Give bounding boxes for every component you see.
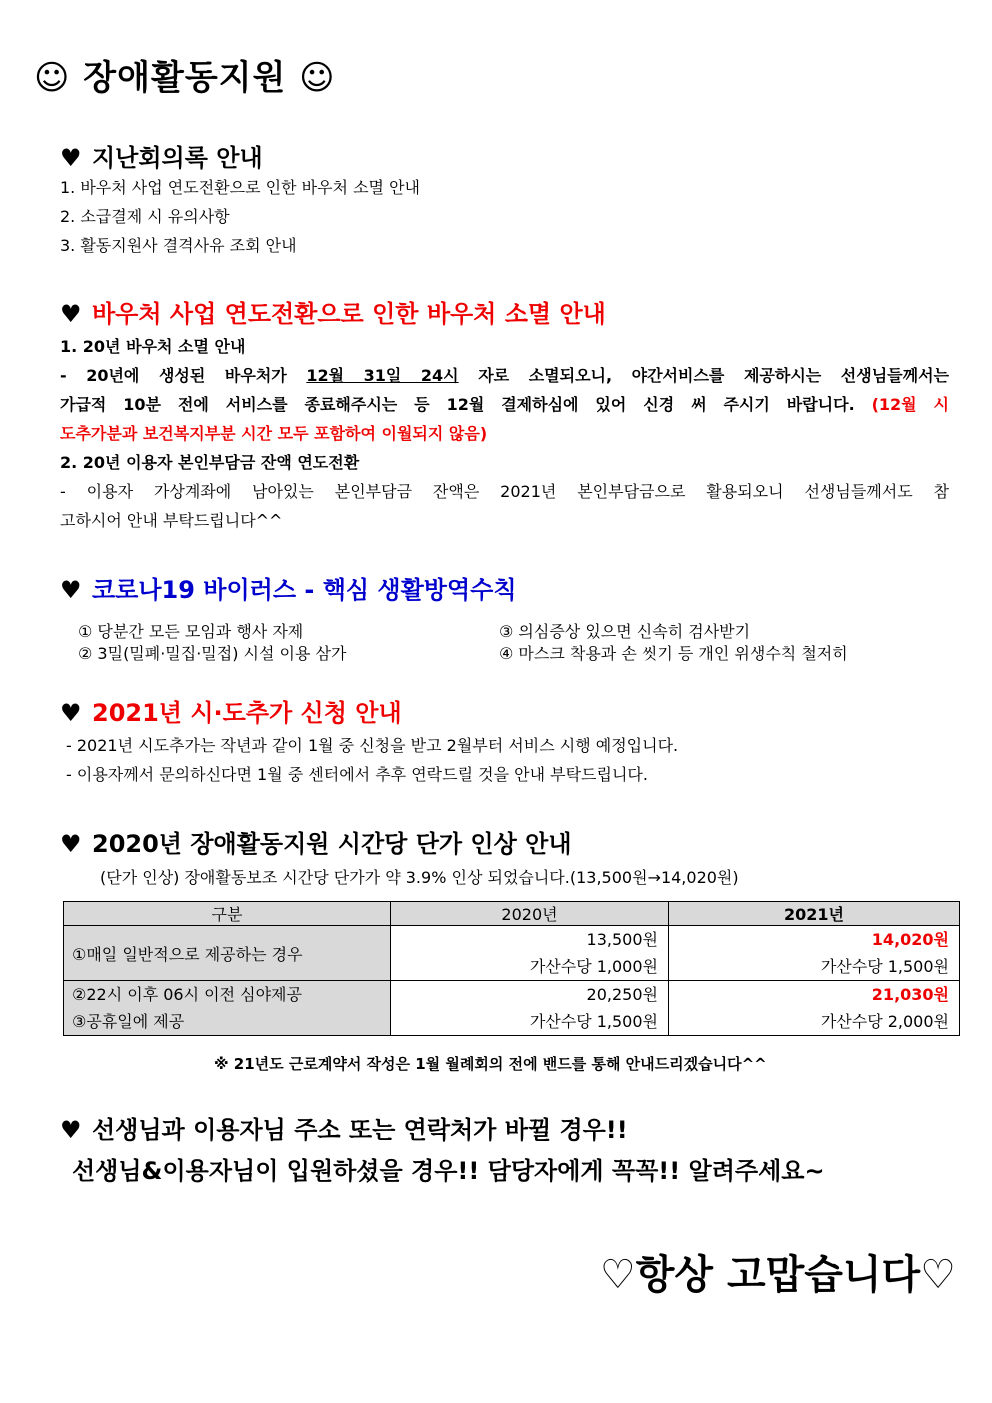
heart-icon: ♥ — [60, 300, 82, 328]
paragraph-line: 가급적 10분 전에 서비스를 종료해주시는 등 12월 결제하심에 있어 신경 써 주시기 바랍니다. (12월 시 — [60, 395, 950, 414]
paragraph-line: - 2021년 시도추가는 작년과 같이 1월 중 신청을 받고 2월부터 서비스 시행 예정입니다. — [66, 736, 679, 755]
contract-note: ※ 21년도 근로계약서 작성은 1월 월례회의 전에 밴드를 통해 안내드리겠습니다^^ — [214, 1055, 767, 1073]
section-heading-minutes — [60, 138, 263, 173]
table-cell-2021: 21,030원 가산수당 2,000원 — [669, 981, 960, 1036]
table-header-row — [64, 902, 960, 926]
closing-message: ♡항상 고맙습니다♡ — [599, 1252, 956, 1298]
table-cell-2020: 13,500원 가산수당 1,000원 — [391, 926, 669, 981]
heart-icon: ♥ — [60, 1116, 82, 1144]
subheading: 2. 20년 이용자 본인부담금 잔액 연도전환 — [60, 453, 360, 472]
heart-icon: ♥ — [60, 699, 82, 727]
section-heading-rate — [60, 824, 572, 859]
rate-intro: (단가 인상) 장애활동보조 시간당 단가가 약 3.9% 인상 되었습니다.(13,500원→14,020원) — [100, 868, 739, 887]
section-heading-contact — [60, 1110, 628, 1145]
table-header: 2020년 — [391, 902, 669, 926]
section-heading-sido — [60, 693, 402, 728]
page-title: ☺ 장애활동지원 ☺ — [34, 58, 336, 98]
voucher-body — [60, 332, 949, 535]
section-heading-voucher — [60, 294, 606, 329]
section-heading-text: 지난회의록 안내 — [92, 144, 263, 172]
covid-rule: ① 당분간 모든 모임과 행사 자제 — [78, 622, 304, 641]
covid-rule: ④ 마스크 착용과 손 씻기 등 개인 위생수칙 철저히 — [499, 644, 848, 663]
paragraph-line: - 20년에 생성된 바우처가 12월 31일 24시 자로 소멸되오니, 야간서비스를 제공하시는 선생님들께서는 — [60, 366, 949, 385]
section-heading-text: 2020년 장애활동지원 시간당 단가 인상 안내 — [92, 830, 572, 858]
list-item: 1. 바우처 사업 연도전환으로 인한 바우처 소멸 안내 — [60, 178, 420, 197]
table-cell-2021: 14,020원 가산수당 1,500원 — [669, 926, 960, 981]
section-heading-text: 2021년 시·도추가 신청 안내 — [92, 699, 402, 727]
list-item: 3. 활동지원사 결격사유 조회 안내 — [60, 236, 297, 255]
covid-rule: ③ 의심증상 있으면 신속히 검사받기 — [499, 622, 751, 641]
subheading: 1. 20년 바우처 소멸 안내 — [60, 337, 246, 356]
paragraph-line: 고하시어 안내 부탁드립니다^^ — [60, 511, 283, 530]
list-item: 2. 소급결제 시 유의사항 — [60, 207, 230, 226]
table-cell-label: ②22시 이후 06시 이전 심야제공 ③공휴일에 제공 — [64, 981, 391, 1036]
table-header: 2021년 — [669, 902, 960, 926]
covid-rule: ② 3밀(밀폐·밀집·밀접) 시설 이용 삼가 — [78, 644, 347, 663]
section-heading-covid — [60, 570, 517, 605]
heart-icon: ♥ — [60, 830, 82, 858]
heart-icon: ♥ — [60, 144, 82, 172]
table-cell-label: ①매일 일반적으로 제공하는 경우 — [64, 926, 391, 981]
paragraph-line: - 이용자께서 문의하신다면 1월 중 센터에서 추후 연락드릴 것을 안내 부탁드립니다. — [66, 765, 648, 784]
rate-table — [63, 901, 960, 1036]
section-heading-text: 선생님과 이용자님 주소 또는 연락처가 바뀔 경우!! — [92, 1116, 628, 1144]
minutes-list — [60, 173, 420, 260]
table-row — [64, 926, 960, 981]
section-heading-text: 바우처 사업 연도전환으로 인한 바우처 소멸 안내 — [92, 300, 606, 328]
paragraph-line: - 이용자 가상계좌에 남아있는 본인부담금 잔액은 2021년 본인부담금으로 활용되오니 선생님들께서도 참 — [60, 482, 949, 501]
table-header: 구분 — [64, 902, 391, 926]
section-heading-text: 코로나19 바이러스 - 핵심 생활방역수칙 — [92, 576, 517, 604]
sido-body — [66, 731, 678, 789]
expiry-date: 12월 31일 24시 — [306, 366, 459, 385]
paragraph-line: 도추가분과 보건복지부분 시간 모두 포함하여 이월되지 않음) — [60, 424, 488, 443]
table-cell-2020: 20,250원 가산수당 1,500원 — [391, 981, 669, 1036]
contact-reminder: 선생님&이용자님이 입원하셨을 경우!! 담당자에게 꼭꼭!! 알려주세요~ — [72, 1157, 825, 1185]
table-row — [64, 981, 960, 1036]
heart-icon: ♥ — [60, 576, 82, 604]
